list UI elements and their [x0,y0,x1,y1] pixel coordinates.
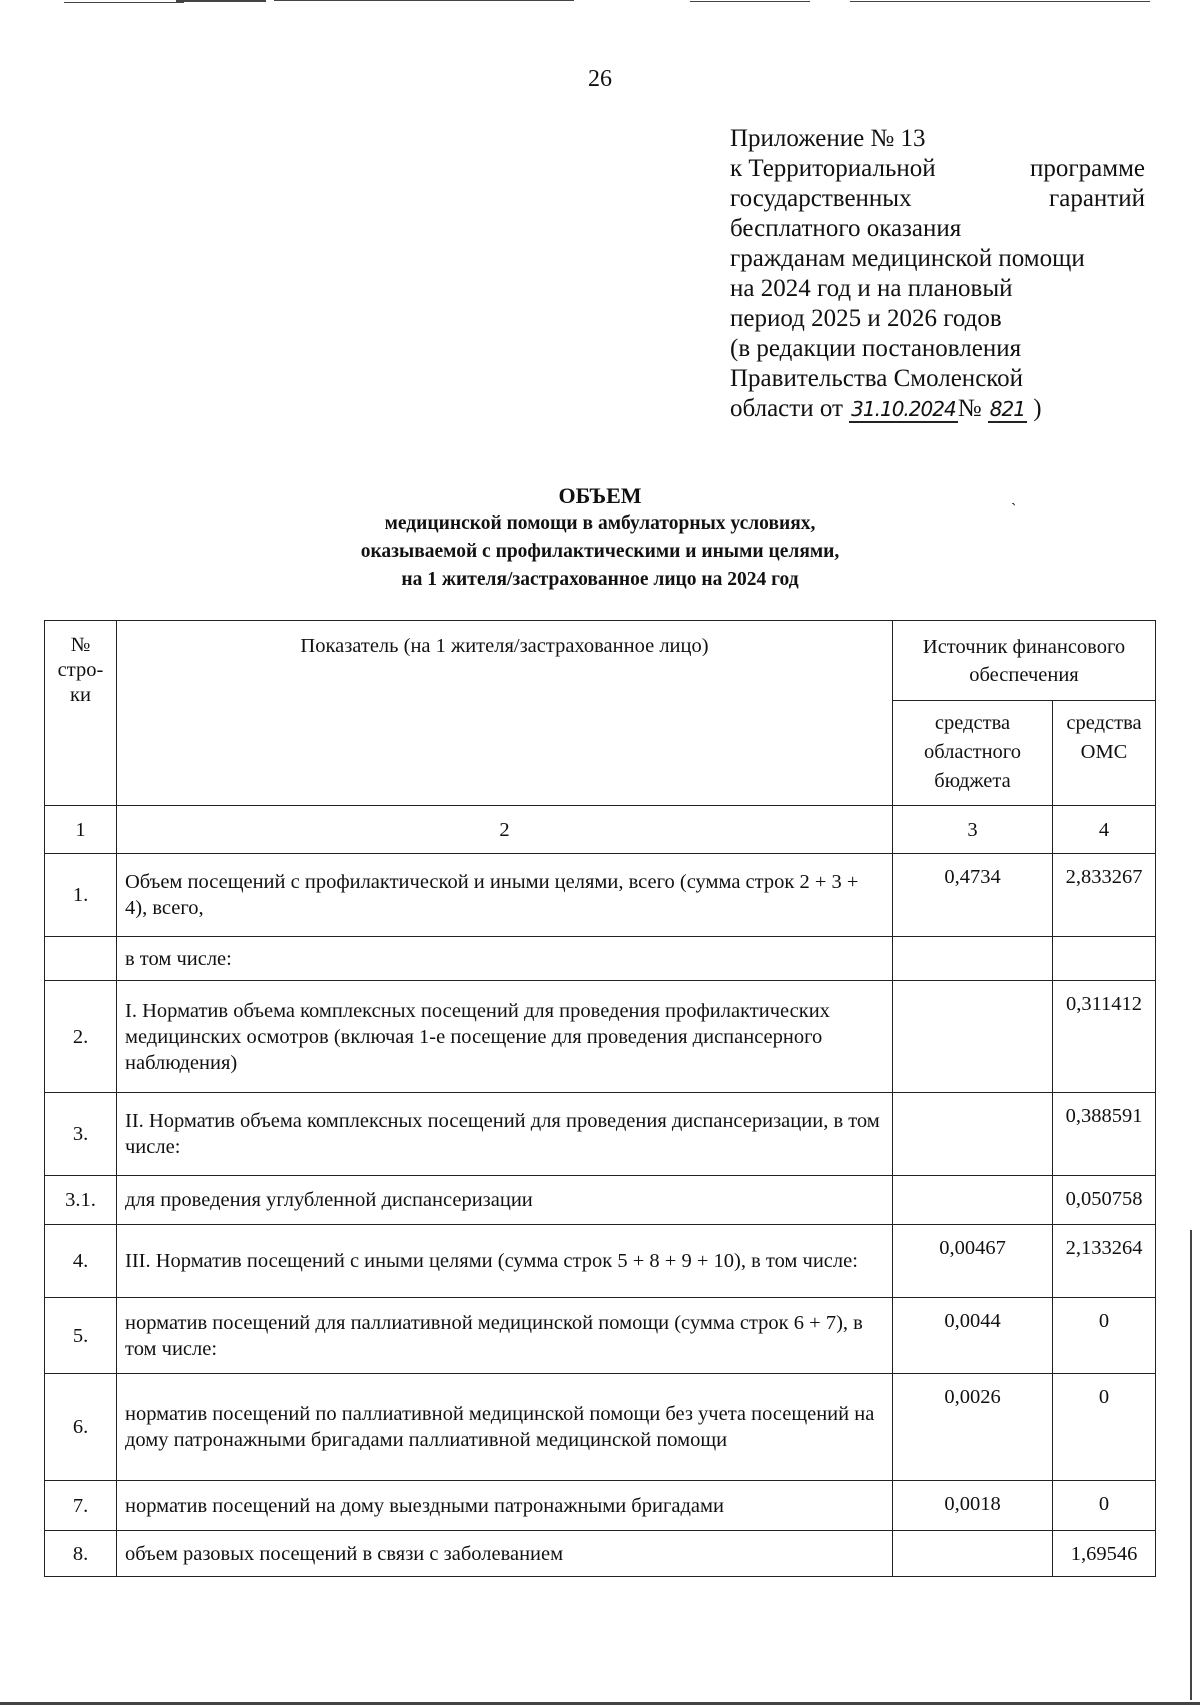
appendix-line: бесплатного оказания [730,215,962,242]
row-number: 2. [45,981,117,1093]
table-row [45,854,1156,937]
row-indicator: норматив посещений на дому выездными патронажными бригадами [117,1481,893,1531]
title-subtitle: оказываемой с профилактическими и иными целями, [360,541,840,562]
row-regional-value: 0,0044 [893,1298,1053,1374]
header-text: ки [70,684,91,706]
header-regional-budget [893,701,1053,806]
row-number [45,937,117,981]
appendix-text: ) [1033,395,1042,422]
row-oms-value: 0,311412 [1053,981,1156,1093]
row-indicator: норматив посещений для паллиативной медицинской помощи (сумма строк 6 + 7), в том числе: [117,1298,893,1374]
row-number: 7. [45,1481,117,1531]
row-indicator: для проведения углубленной диспансеризации [117,1176,893,1225]
appendix-text: к Территориальной [730,155,936,182]
row-indicator: Объем посещений с профилактической и иными целями, всего (сумма строк 2 + 3 + 4), всего, [117,854,893,937]
table-row [45,1481,1156,1531]
row-oms-value: 0 [1053,1298,1156,1374]
row-oms-value: 2,133264 [1053,1225,1156,1298]
header-indicator: Показатель (на 1 жителя/застрахованное лицо) [117,621,893,806]
header-text: ОМС [1080,741,1128,763]
appendix-line: гражданам медицинской помощи [730,245,1085,272]
handwritten-number: 821 [989,397,1025,421]
appendix-text: области от [730,395,843,422]
row-oms-value: 0,388591 [1053,1093,1156,1176]
row-oms-value: 2,833267 [1053,854,1156,937]
row-regional-value [893,1176,1053,1225]
row-regional-value [893,981,1053,1093]
column-number: 1 [45,806,117,854]
row-number: 6. [45,1374,117,1481]
header-text: бюджета [934,770,1011,792]
scan-artifact-line [850,1,1150,2]
scan-artifact-line [690,1,810,2]
header-text: средства [1066,712,1142,734]
table-row [45,1225,1156,1298]
title-main: ОБЪЕМ [558,483,642,508]
column-number: 4 [1053,806,1156,854]
row-number: 3. [45,1093,117,1176]
header-text: № [70,634,91,656]
row-regional-value: 0,00467 [893,1225,1053,1298]
row-oms-value: 0,050758 [1053,1176,1156,1225]
row-indicator: объем разовых посещений в связи с заболеванием [117,1531,893,1577]
header-text: Источник финансового [922,636,1126,658]
table-row [45,1176,1156,1225]
table-row [45,1531,1156,1577]
row-number: 5. [45,1298,117,1374]
appendix-line [730,394,1145,424]
appendix-line: Правительства Смоленской [730,365,1024,392]
row-number: 8. [45,1531,117,1577]
row-regional-value [893,937,1053,981]
title-subtitle: медицинской помощи в амбулаторных условиях, [384,513,816,534]
handwritten-date: 31.10.2024 [851,397,956,421]
appendix-line [730,154,1145,184]
header-row-number [45,621,117,806]
row-oms-value: 0 [1053,1481,1156,1531]
appendix-line: период 2025 и 2026 годов [730,305,1002,332]
header-oms-funds [1053,701,1156,806]
number-sign: № [957,395,982,422]
appendix-line: Приложение № 13 [730,125,926,152]
row-number: 1. [45,854,117,937]
table-row [45,1093,1156,1176]
header-funding-source [893,621,1156,701]
header-text: средства [934,712,1011,734]
row-regional-value: 0,0018 [893,1481,1053,1531]
row-oms-value: 1,69546 [1053,1531,1156,1577]
pen-mark: ˏ [1011,489,1017,506]
row-oms-value: 0 [1053,1374,1156,1481]
appendix-text: программе [1030,155,1145,182]
header-text: стро- [57,659,104,681]
table-row [45,981,1156,1093]
row-number: 3.1. [45,1176,117,1225]
column-number-row [45,806,1156,854]
scan-artifact-line [1190,1230,1192,1700]
row-number: 4. [45,1225,117,1298]
scan-artifact-line [176,0,266,2]
row-oms-value [1053,937,1156,981]
row-indicator: I. Норматив объема комплексных посещений для проведения профилактических медицинских осмотров (включая 1-е посещение для проведения диспансерного наблюдения) [117,981,893,1093]
header-text: обеспечения [969,664,1079,686]
title-subtitle: на 1 жителя/застрахованное лицо на 2024 год [401,569,799,590]
row-indicator: в том числе: [117,937,893,981]
row-regional-value: 0,4734 [893,854,1053,937]
table-row [45,1298,1156,1374]
appendix-line: (в редакции постановления [730,335,1022,362]
row-indicator: II. Норматив объема комплексных посещений для проведения диспансеризации, в том числе: [117,1093,893,1176]
appendix-header [730,124,1145,424]
appendix-line [730,184,1145,214]
row-regional-value [893,1093,1053,1176]
header-text: областного [924,741,1021,763]
row-indicator: норматив посещений по паллиативной медицинской помощи без учета посещений на дому патронажными бригадами паллиативной медицинской помощи [117,1374,893,1481]
volume-table [44,620,1156,1577]
column-number: 2 [117,806,893,854]
row-indicator: III. Норматив посещений с иными целями (сумма строк 5 + 8 + 9 + 10), в том числе: [117,1225,893,1298]
page-number: 26 [588,66,612,92]
document-title [0,482,1200,594]
scan-artifact-line [274,0,574,1]
appendix-text: гарантий [1048,185,1145,212]
table-row [45,1374,1156,1481]
table-row [45,937,1156,981]
scan-artifact-line [64,2,184,3]
appendix-text: государственных [730,185,912,212]
appendix-line: на 2024 год и на плановый [730,275,1013,302]
scan-artifact-line [0,1702,1200,1705]
column-number: 3 [893,806,1053,854]
row-regional-value: 0,0026 [893,1374,1053,1481]
row-regional-value [893,1531,1053,1577]
